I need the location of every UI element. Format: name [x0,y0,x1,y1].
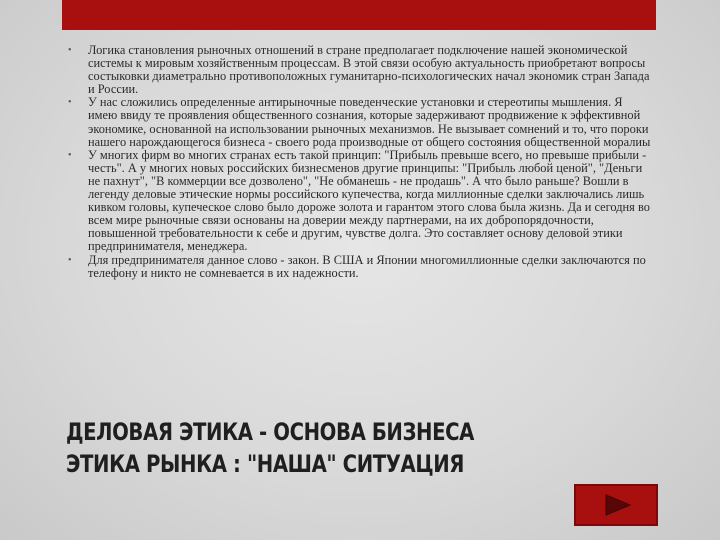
bullet-text: Для предпринимателя данное слово - закон. В США и Японии многомиллионные сделки заключаются по телефону и никто не сомневается в их надежности. [88,252,646,280]
bullet-list [68,44,652,280]
bullet-text: Логика становления рыночных отношений в стране предполагает подключение нашей экономической системы к мировым хозяйственным процессам. В этой связи особую актуальность приобретают вопросы состыковки диаметрально противоположных гуманитарно-психологических начал экономик стран Запада и России. [88,43,650,97]
play-arrow-icon [604,493,632,517]
bullet-item [68,149,652,254]
bullet-item [68,96,652,148]
bullet-marker: • [68,149,72,161]
top-accent-bar [62,0,656,30]
bullet-marker: • [68,254,72,266]
bullet-marker: • [68,45,72,56]
slide-title-line-1: ДЕЛОВАЯ ЭТИКА - ОСНОВА БИЗНЕСА [66,418,475,446]
slide-title [66,416,492,480]
slide-title-line-2: ЭТИКА РЫНКА : "НАША" СИТУАЦИЯ [66,450,465,478]
bullet-marker: • [68,97,72,109]
bullet-item [68,254,652,280]
bullet-text: У нас сложились определенные антирыночные поведенческие установки и стереотипы мышления. Я имею ввиду те проявления общественного сознания, которые задерживают продвижение к эффективной экономике, основанной на использовании рыночных механизмов. Не вызывает сомнений и то, что пороки нашего нарождающегося бизнеса - своего рода производные от общего состояния общественной моралиы [88,95,651,149]
bullet-item [68,44,652,96]
next-slide-button[interactable] [574,484,658,526]
bullet-text: У многих фирм во многих странах есть такой принцип: "Прибыль превыше всего, но превыше прибыли - честь". А у многих новых российских бизнесменов другие принципы: "Прибыль любой ценой", "Деньги не пахнут", "В коммерции все дозволено", "Не обманешь - не продашь". А что было раньше? Вошли в легенду деловые этические нормы российского купечества, когда миллионные сделки заключались лишь кивком головы, купеческое слово было дороже золота и гарантом этого слова была жизнь. Да и сегодня во всем мире рыночные связи основаны на доверии между партнерами, на их добропорядочности, повышенной требовательности к себе и другим, чувстве долга. Это составляет основу деловой этики предпринимателя, менеджера. [88,147,650,254]
